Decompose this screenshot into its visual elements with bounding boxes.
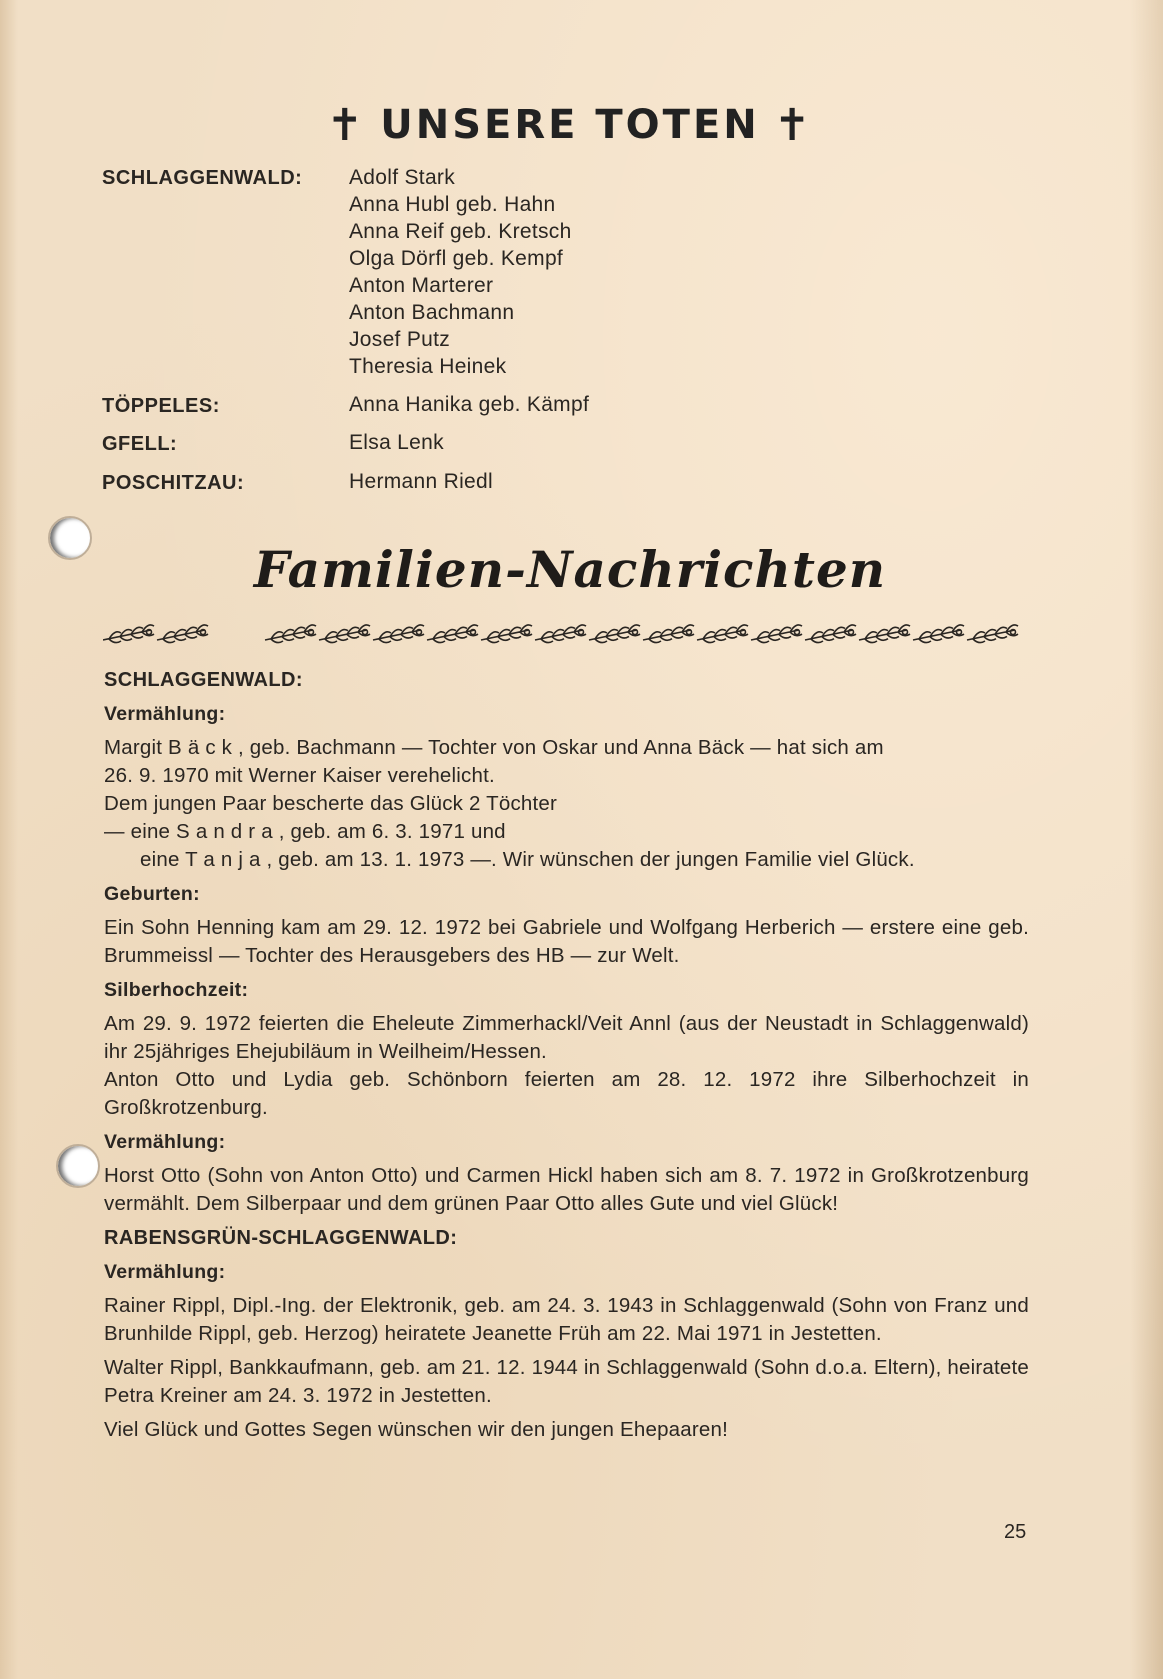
deceased-name: Elsa Lenk [349,431,444,454]
subheading: Geburten: [104,883,200,905]
laurel-berry-icon [957,630,962,635]
paragraph: Horst Otto (Sohn von Anton Otto) und Carmen Hickl haben sich am 8. 7. 1972 in Großkrotzenburg vermählt. Dem Silberpaar und dem grünen Paar Otto alles Gute und viel Glück! [104,1164,1029,1215]
text-line: 26. 9. 1970 mit Werner Kaiser verehelicht. [104,764,495,787]
latin-cross-icon: ✝ [773,100,814,151]
text-line: Dem jungen Paar bescherte das Glück 2 Töchter [104,792,558,815]
laurel-berry-icon [687,630,692,635]
place-label: SCHLAGGENWALD: [102,167,303,189]
place-label: TÖPPELES: [102,395,220,417]
section-title-familien-nachrichten: Familien-Nachrichten [253,540,887,599]
place-label: POSCHITZAU: [102,472,245,494]
text-line: — eine S a n d r a , geb. am 6. 3. 1971 und [104,820,506,843]
laurel-berry-icon [363,630,368,635]
paragraph: Viel Glück und Gottes Segen wünschen wir den jungen Ehepaaren! [104,1418,729,1441]
place-label: GFELL: [102,433,178,455]
section-title-unsere-toten [0,100,1140,151]
family-news-content [104,666,1029,1450]
laurel-berry-icon [579,630,584,635]
laurel-berry-icon [849,630,854,635]
latin-cross-icon: ✝ [326,100,367,151]
deceased-name: Theresia Heinek [349,355,507,378]
laurel-berry-icon [795,630,800,635]
binder-hole-bottom [56,1144,100,1188]
names-list [349,468,493,495]
paragraph: Am 29. 9. 1972 feierten die Eheleute Zimmerhackl/Veit Annl (aus der Neustadt in Schlaggenwald) ihr 25jähriges Ehejubiläum in Weilheim/Hessen. [104,1012,1029,1063]
laurel-berry-icon [1011,630,1016,635]
subheading: Vermählung: [104,1261,226,1283]
laurel-berry-icon [471,630,476,635]
laurel-berry-icon [633,630,638,635]
text-line: eine T a n j a , geb. am 13. 1. 1973 —. Wir wünschen der jungen Familie viel Glück. [140,848,915,871]
deceased-name: Anton Bachmann [349,301,515,324]
names-list [349,164,572,380]
deceased-name: Anton Marterer [349,274,494,297]
deceased-name: Anna Reif geb. Kretsch [349,220,572,243]
paragraph: Rainer Rippl, Dipl.-Ing. der Elektronik, geb. am 24. 3. 1943 in Schlaggenwald (Sohn von Franz und Brunhilde Rippl, geb. Herzog) heiratete Jeanette Früh am 22. Mai 1971 in Jestetten. [104,1294,1029,1345]
subheading: Silberhochzeit: [104,979,249,1001]
laurel-berry-icon [417,630,422,635]
laurel-berry-icon [201,630,206,635]
names-list [349,391,589,418]
deceased-name: Adolf Stark [349,166,456,189]
laurel-berry-icon [741,630,746,635]
deceased-name: Anna Hubl geb. Hahn [349,193,556,216]
subheading: Vermählung: [104,1131,226,1153]
deceased-name: Anna Hanika geb. Kämpf [349,393,590,416]
laurel-berry-icon [309,630,314,635]
deceased-name: Hermann Riedl [349,470,493,493]
laurel-berry-icon [525,630,530,635]
subheading: Vermählung: [104,703,226,725]
text-line: Margit B ä c k , geb. Bachmann — Tochter von Oskar und Anna Bäck — hat sich am [104,736,884,759]
paragraph: Anton Otto und Lydia geb. Schönborn feierten am 28. 12. 1972 ihre Silberhochzeit in Großkrotzenburg. [104,1068,1029,1119]
page-number: 25 [1004,1521,1027,1543]
paragraph: Ein Sohn Henning kam am 29. 12. 1972 bei Gabriele und Wolfgang Herberich — erstere eine geb. Brummeissl — Tochter des Herausgebers des HB — zur Welt. [104,916,1029,967]
paragraph: Walter Rippl, Bankkaufmann, geb. am 21. 12. 1944 in Schlaggenwald (Sohn d.o.a. Eltern), heiratete Petra Kreiner am 24. 3. 1972 in Jestetten. [104,1356,1029,1407]
laurel-berry-icon [147,630,152,635]
deceased-name: Olga Dörfl geb. Kempf [349,247,564,270]
title-text: UNSERE TOTEN [380,102,760,148]
laurel-berry-icon [903,630,908,635]
section-heading: RABENSGRÜN-SCHLAGGENWALD: [104,1227,458,1249]
names-list [349,429,444,456]
laurel-border-ornament [103,622,1025,648]
deceased-name: Josef Putz [349,328,451,351]
section-heading: SCHLAGGENWALD: [104,669,303,691]
